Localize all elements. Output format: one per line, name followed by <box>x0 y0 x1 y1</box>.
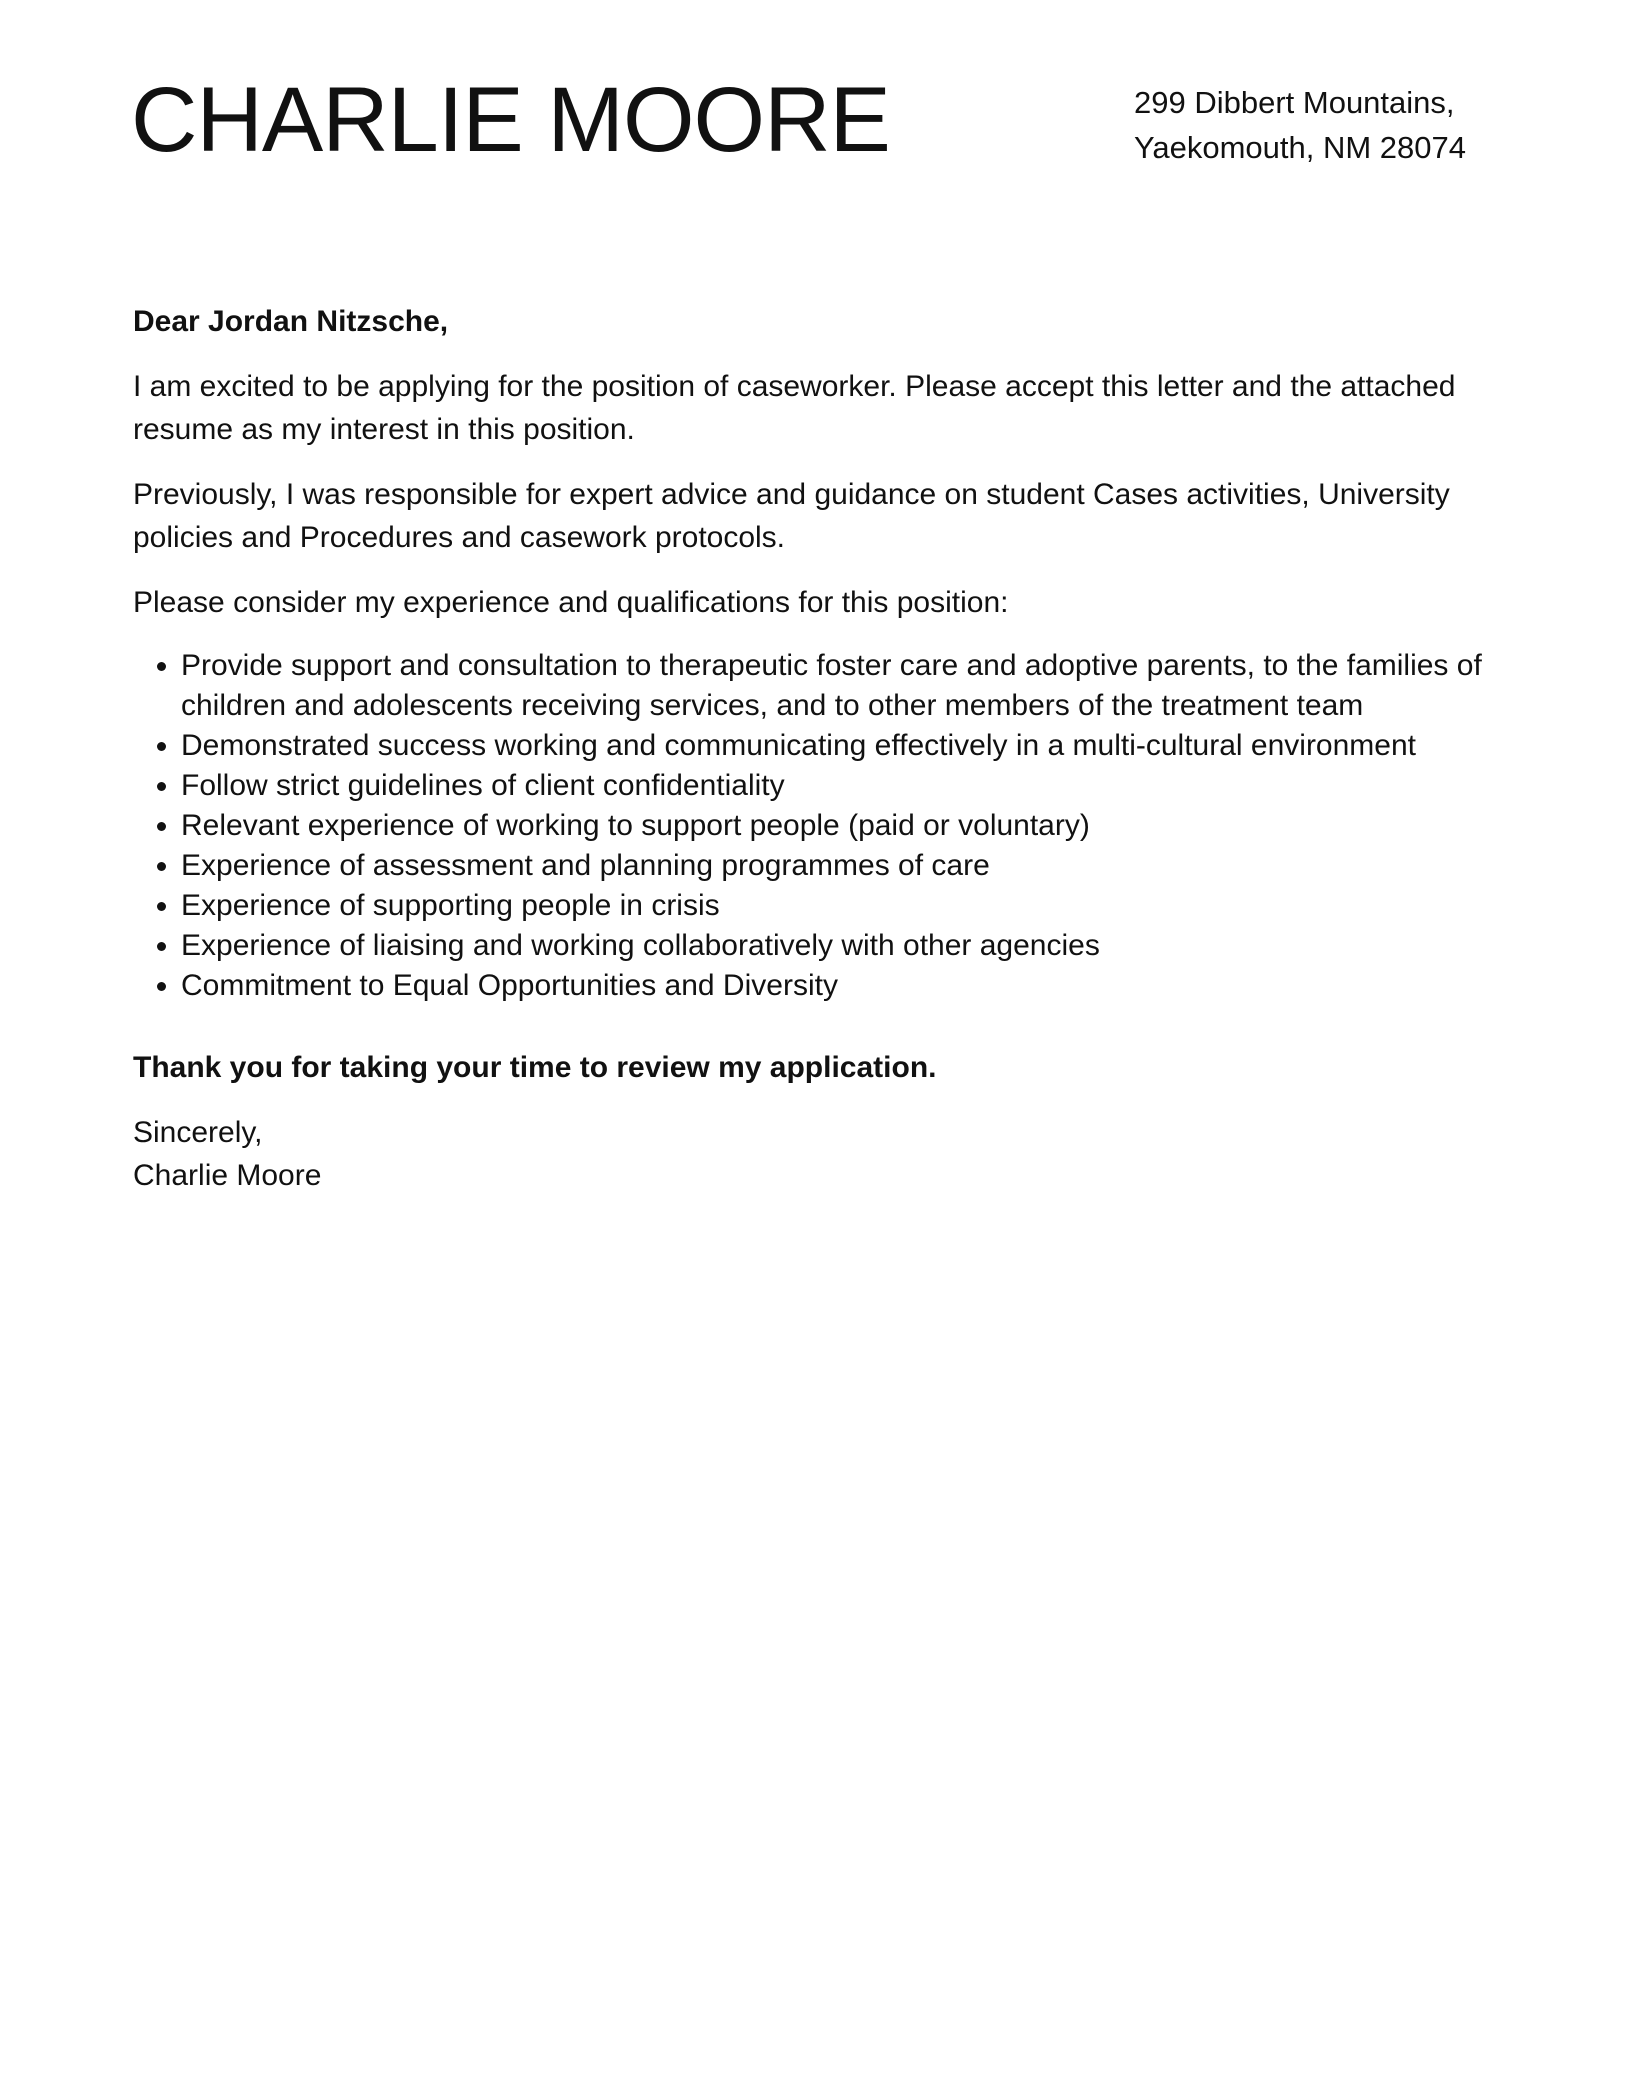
signature-name: Charlie Moore <box>133 1159 322 1192</box>
list-item: • Demonstrated success working and communicating effectively in a multi-cultural environment <box>181 726 1513 766</box>
list-item: • Commitment to Equal Opportunities and Diversity <box>181 966 1513 1006</box>
applicant-name: CHARLIE MOORE <box>131 69 890 171</box>
salutation: Dear Jordan Nitzsche, <box>133 305 449 338</box>
sign-off: Sincerely, <box>133 1116 263 1149</box>
paragraph-qualifications-intro: Please consider my experience and qualifications for this position: <box>133 586 1009 619</box>
list-item: • Provide support and consultation to therapeutic foster care and adoptive parents, to the families of children and adolescents receiving services, and to other members of the treatment team <box>181 646 1513 726</box>
list-item: • Relevant experience of working to support people (paid or voluntary) <box>181 806 1513 846</box>
closing-line: Thank you for taking your time to review my application. <box>133 1051 937 1084</box>
signature-block <box>133 1111 1513 1197</box>
paragraph-experience: Previously, I was responsible for expert advice and guidance on student Cases activities, University policies and Procedures and casework protocols. <box>133 478 1450 554</box>
address-block <box>1134 80 1466 170</box>
letter-body <box>133 300 1513 1197</box>
address-line-1: 299 Dibbert Mountains, <box>1134 85 1455 120</box>
address-line-2: Yaekomouth, NM 28074 <box>1134 130 1467 165</box>
list-item: • Experience of liaising and working collaboratively with other agencies <box>181 926 1513 966</box>
list-item: • Follow strict guidelines of client confidentiality <box>181 766 1513 806</box>
list-item: • Experience of assessment and planning programmes of care <box>181 846 1513 886</box>
paragraph-intro: I am excited to be applying for the position of caseworker. Please accept this letter and the attached resume as my interest in this position. <box>133 370 1456 446</box>
qualifications-list <box>133 646 1513 1006</box>
list-item: • Experience of supporting people in crisis <box>181 886 1513 926</box>
